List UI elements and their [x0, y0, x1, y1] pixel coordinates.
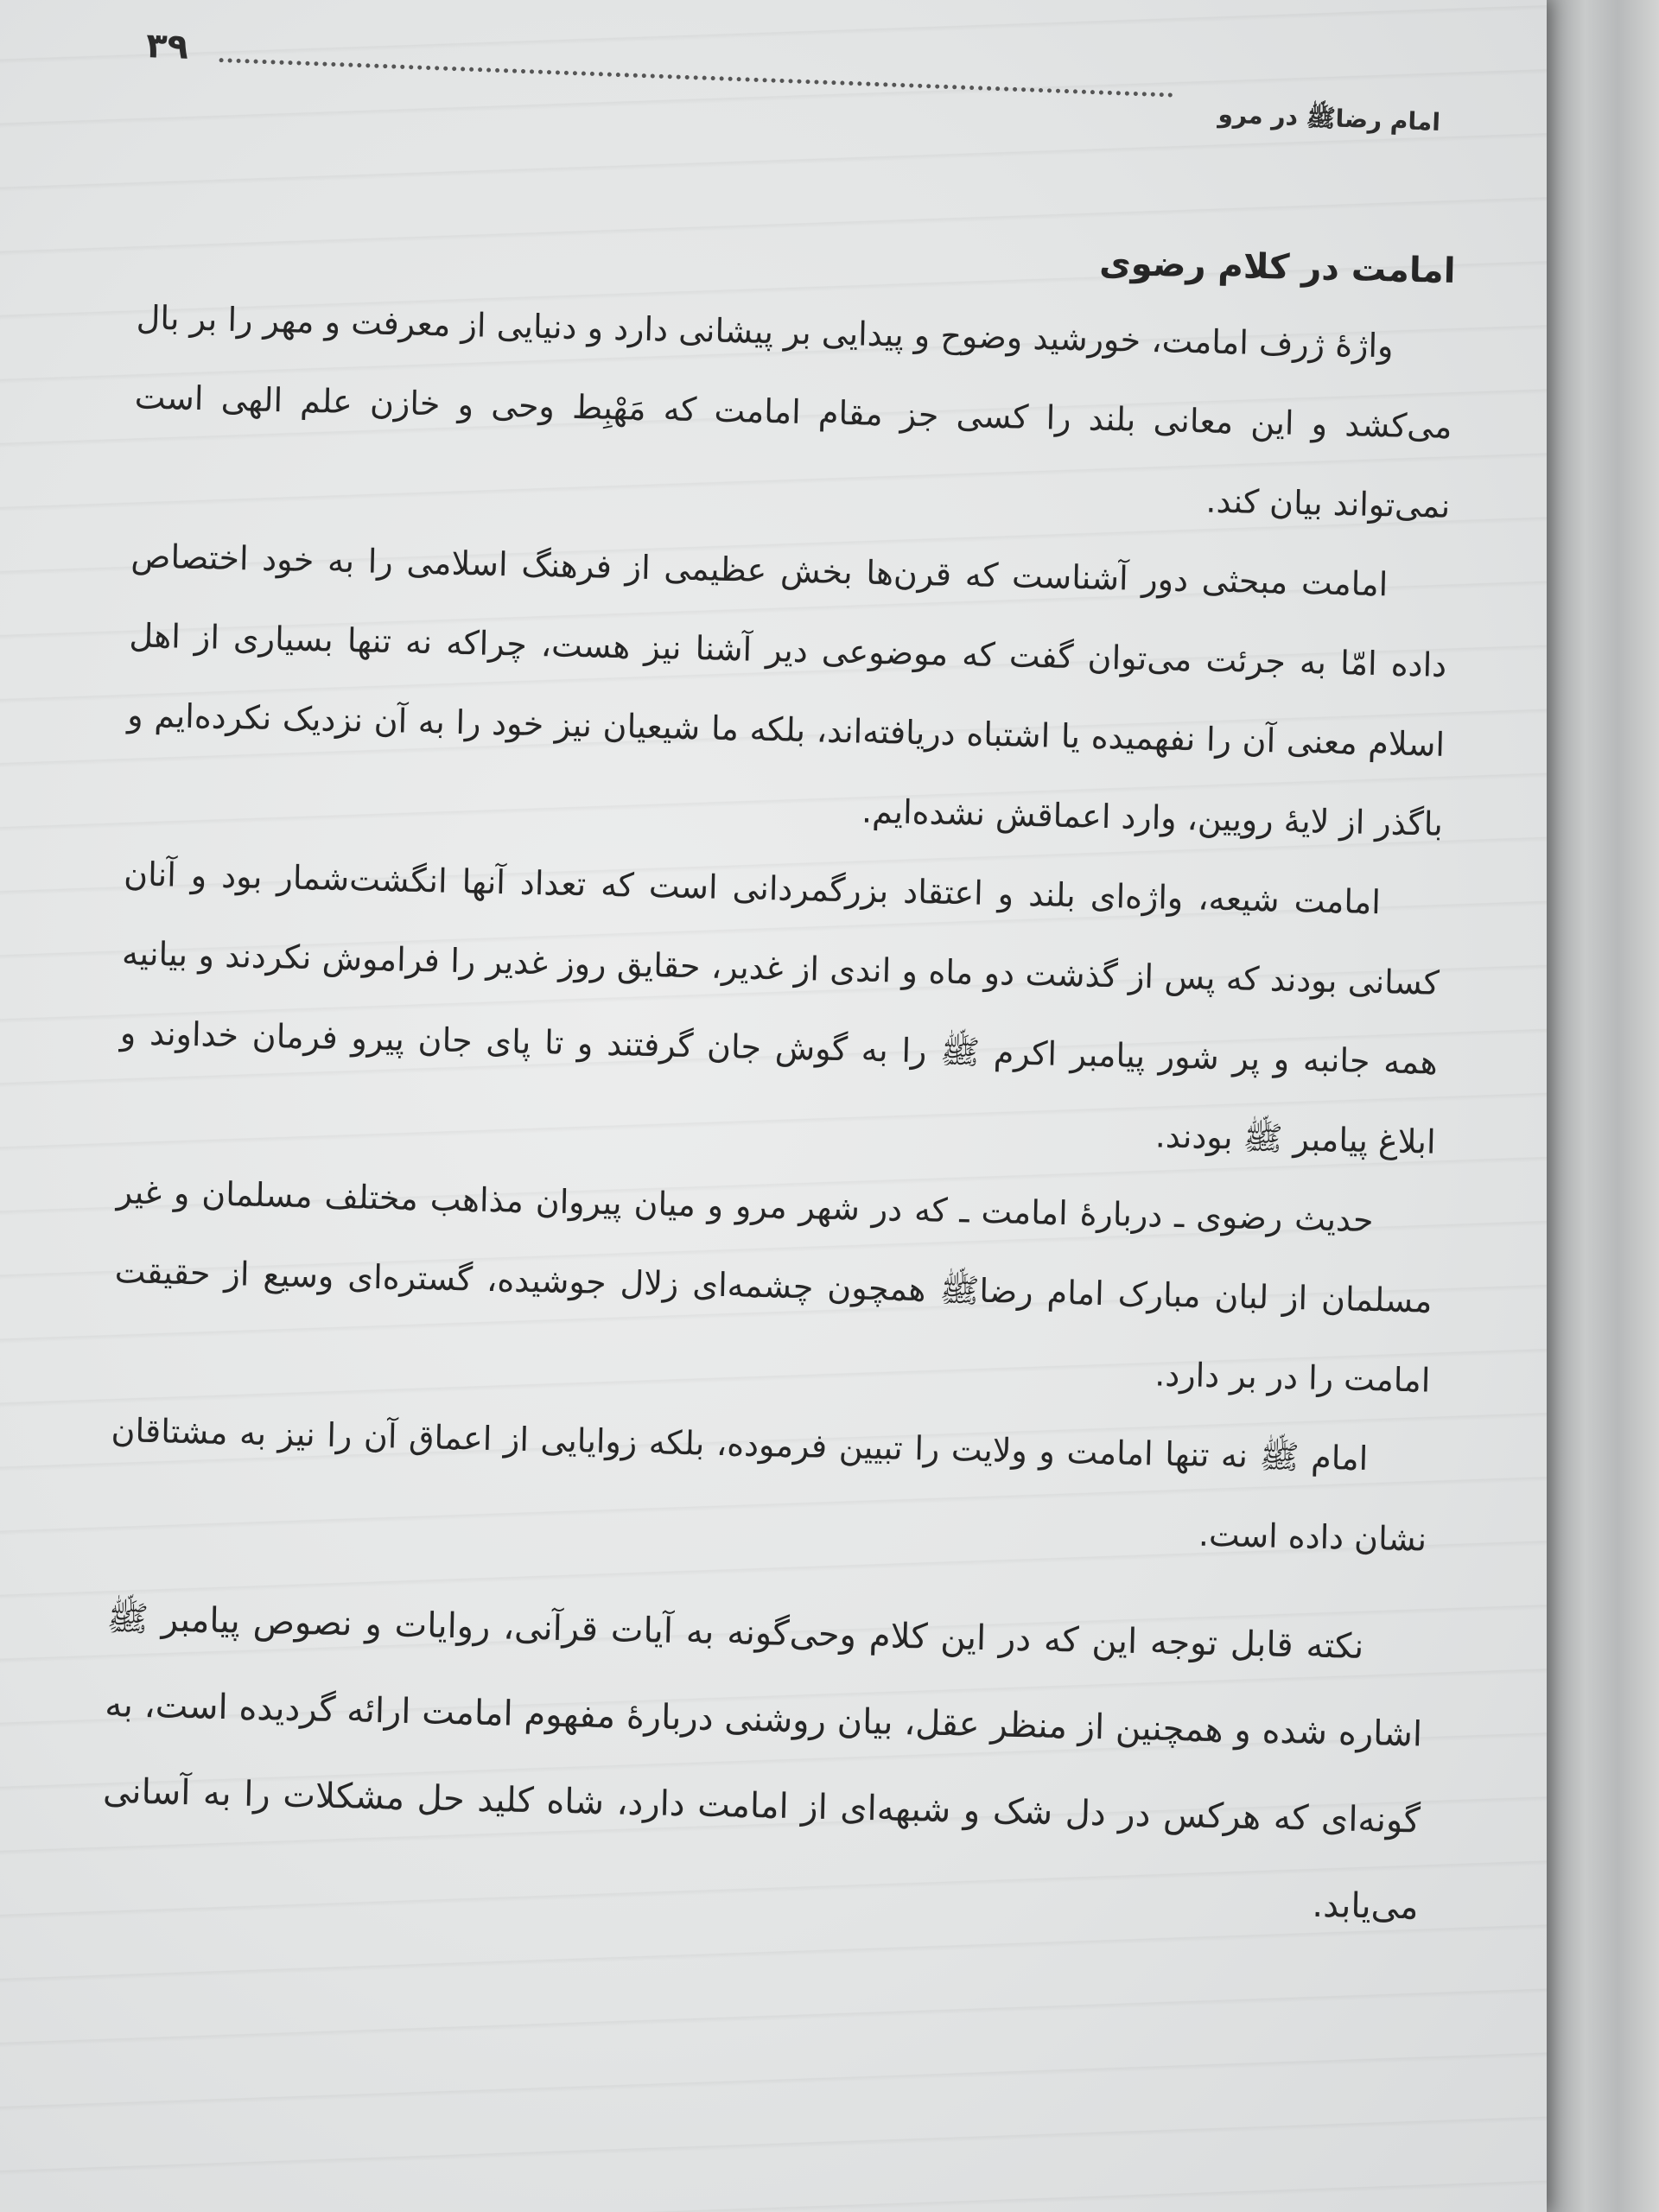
running-head: امام رضاﷺ در مرو: [1217, 99, 1441, 137]
paragraph: امام ﷺ نه تنها امامت و ولایت را تبیین فرموده، بلکه زوایایی از اعماق آن را نیز به مشتاقان نشان داده است.: [111, 1411, 1427, 1559]
page-number: ۳۹: [145, 26, 189, 67]
paragraph: نکته قابل توجه این که در این کلام وحی‌گونه به آیات قرآنی، روایات و نصوص پیامبر ﷺ اشاره شده و همچنین از منظر عقل، بیان روشنی دربارهٔ مفهوم امامت ارائه گردیده است، به گونه‌ای که هرکس در دل شک و شبهه‌ای از امامت دارد، شاه کلید حل مشکلات را به آسانی می‌یابد.: [102, 1598, 1423, 1928]
paragraph: امامت مبحثی دور آشناست که قرن‌ها بخش عظیمی از فرهنگ اسلامی را به خود اختصاص داده امّا به جرئت می‌توان گفت که موضوعی دیر آشنا نیز هست، چراکه نه تنها بسیاری از اهل اسلام معنی آن را نفهمیده یا اشتباه دریافته‌اند، بلکه ما شیعیان نیز خود را به آن نزدیک نکرده‌ایم و باگذر از لایهٔ رویین، وارد اعماقش نشده‌ایم.: [126, 537, 1447, 843]
section-title: امامت در کلام رضوی: [1098, 243, 1456, 291]
paragraph: حدیث رضوی ـ دربارهٔ امامت ـ که در شهر مرو و میان پیروان مذاهب مختلف مسلمان و غیر مسلمان از لبان مبارک امام رضاﷺ همچون چشمه‌ای زلال جوشیده، گستره‌ای وسیع از حقیقت امامت را در بر دارد.: [114, 1173, 1433, 1400]
paragraph: امامت شیعه، واژه‌ای بلند و اعتقاد بزرگمردانی است که تعداد آنها انگشت‌شمار بود و آنان کسانی بودند که پس از گذشت دو ماه و اندی از غدیر، حقایق روز غدیر را فراموش نکردند و بیانیه همه جانبه و پر شور پیامبر اکرم ﷺ را به گوش جان گرفتند و تا پای جان پیرو فرمان خداوند و ابلاغ پیامبر ﷺ بودند.: [119, 855, 1440, 1161]
header-dotted-leader: [219, 58, 1173, 97]
paragraph: واژهٔ ژرف امامت، خورشید وضوح و پیدایی بر پیشانی دارد و دنیایی از معرفت و مهر را بر بال می‌کشد و این معانی بلند را کسی جز مقام امامت که مَهْبِط وحی و خازن علم الهی است نمی‌تواند بیان کند.: [134, 298, 1452, 525]
body-text: [100, 220, 1456, 1950]
